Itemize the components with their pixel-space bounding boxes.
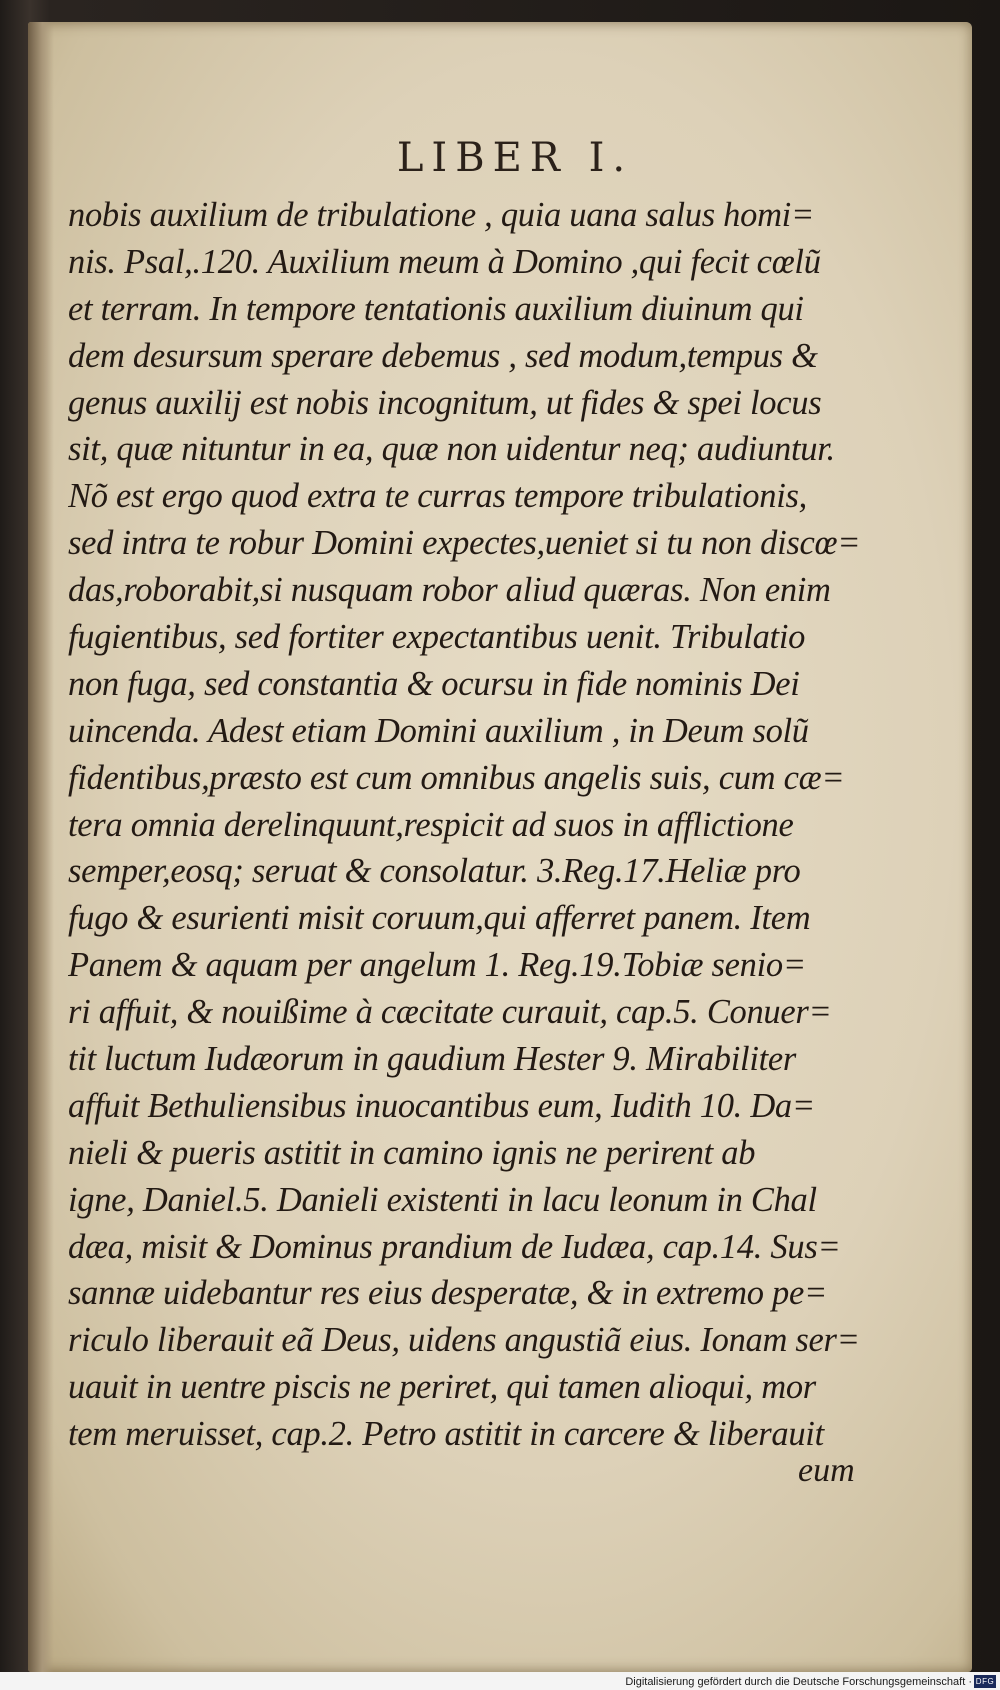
text-line: Panem & aquam per angelum 1. Reg.19.Tobiæ senio= xyxy=(68,946,806,985)
footer-credit: Digitalisierung gefördert durch die Deutsche Forschungsgemeinschaft · xyxy=(625,1676,972,1688)
text-line: et terram. In tempore tentationis auxilium diuinum qui xyxy=(68,289,804,328)
text-line: uincenda. Adest etiam Domini auxilium , in Deum solũ xyxy=(68,711,809,750)
text-line: fugo & esurienti misit coruum,qui afferret panem. Item xyxy=(68,899,811,938)
text-line: Nõ est ergo quod extra te curras tempore tribulationis, xyxy=(68,477,807,516)
body-text xyxy=(68,192,868,1458)
dfg-logo: DFG xyxy=(975,1677,995,1686)
footer-bar xyxy=(0,1672,1000,1690)
text-line: semper,eosq; seruat & consolatur. 3.Reg.17.Heliæ pro xyxy=(68,852,801,891)
text-line: fugientibus, sed fortiter expectantibus uenit. Tribulatio xyxy=(68,618,806,657)
text-line: uauit in uentre piscis ne periret, qui tamen alioqui, mor xyxy=(68,1368,816,1407)
page-gutter xyxy=(28,22,54,1672)
text-line: tit luctum Iudæorum in gaudium Hester 9. Mirabiliter xyxy=(68,1040,797,1079)
text-line: igne, Daniel.5. Danieli existenti in lacu leonum in Chal xyxy=(68,1180,817,1219)
text-line: nieli & pueris astitit in camino ignis ne perirent ab xyxy=(68,1133,756,1172)
text-line: affuit Bethuliensibus inuocantibus eum, Iudith 10. Da= xyxy=(68,1086,815,1125)
text-line: nobis auxilium de tribulatione , quia uana salus homi= xyxy=(68,196,814,234)
running-head: LIBER I. xyxy=(396,135,634,181)
text-line: genus auxilij est nobis incognitum, ut fides & spei locus xyxy=(68,383,822,422)
text-line: ri affuit, & nouißime à cæcitate curauit, cap.5. Conuer= xyxy=(68,993,832,1032)
text-line: sannæ uidebantur res eius desperatæ, & in extremo pe= xyxy=(68,1274,827,1313)
book-page xyxy=(28,22,972,1672)
text-line: dem desursum sperare debemus , sed modum,tempus & xyxy=(68,336,818,375)
text-line: dæa, misit & Dominus prandium de Iudæa, cap.14. Sus= xyxy=(68,1227,841,1266)
text-line: nis. Psal,.120. Auxilium meum à Domino ,qui fecit cœlũ xyxy=(68,242,821,281)
text-line: fidentibus,præsto est cum omnibus angelis suis, cum cæ= xyxy=(68,758,845,797)
catchword: eum xyxy=(798,1452,855,1489)
text-line: tera omnia derelinquunt,respicit ad suos in afflictione xyxy=(68,805,794,844)
text-line: riculo liberauit eã Deus, uidens angustiã eius. Ionam ser= xyxy=(68,1321,860,1360)
text-line: non fuga, sed constantia & ocursu in fide nominis Dei xyxy=(68,664,800,703)
text-line: tem meruisset, cap.2. Petro astitit in carcere & liberauit xyxy=(68,1415,824,1454)
text-line: sit, quæ nituntur in ea, quæ non uidentur neq; audiuntur. xyxy=(68,430,835,469)
text-line: sed intra te robur Domini expectes,ueniet si tu non discœ= xyxy=(68,524,861,563)
text-line: das,roborabit,si nusquam robor aliud quæras. Non enim xyxy=(68,571,831,610)
